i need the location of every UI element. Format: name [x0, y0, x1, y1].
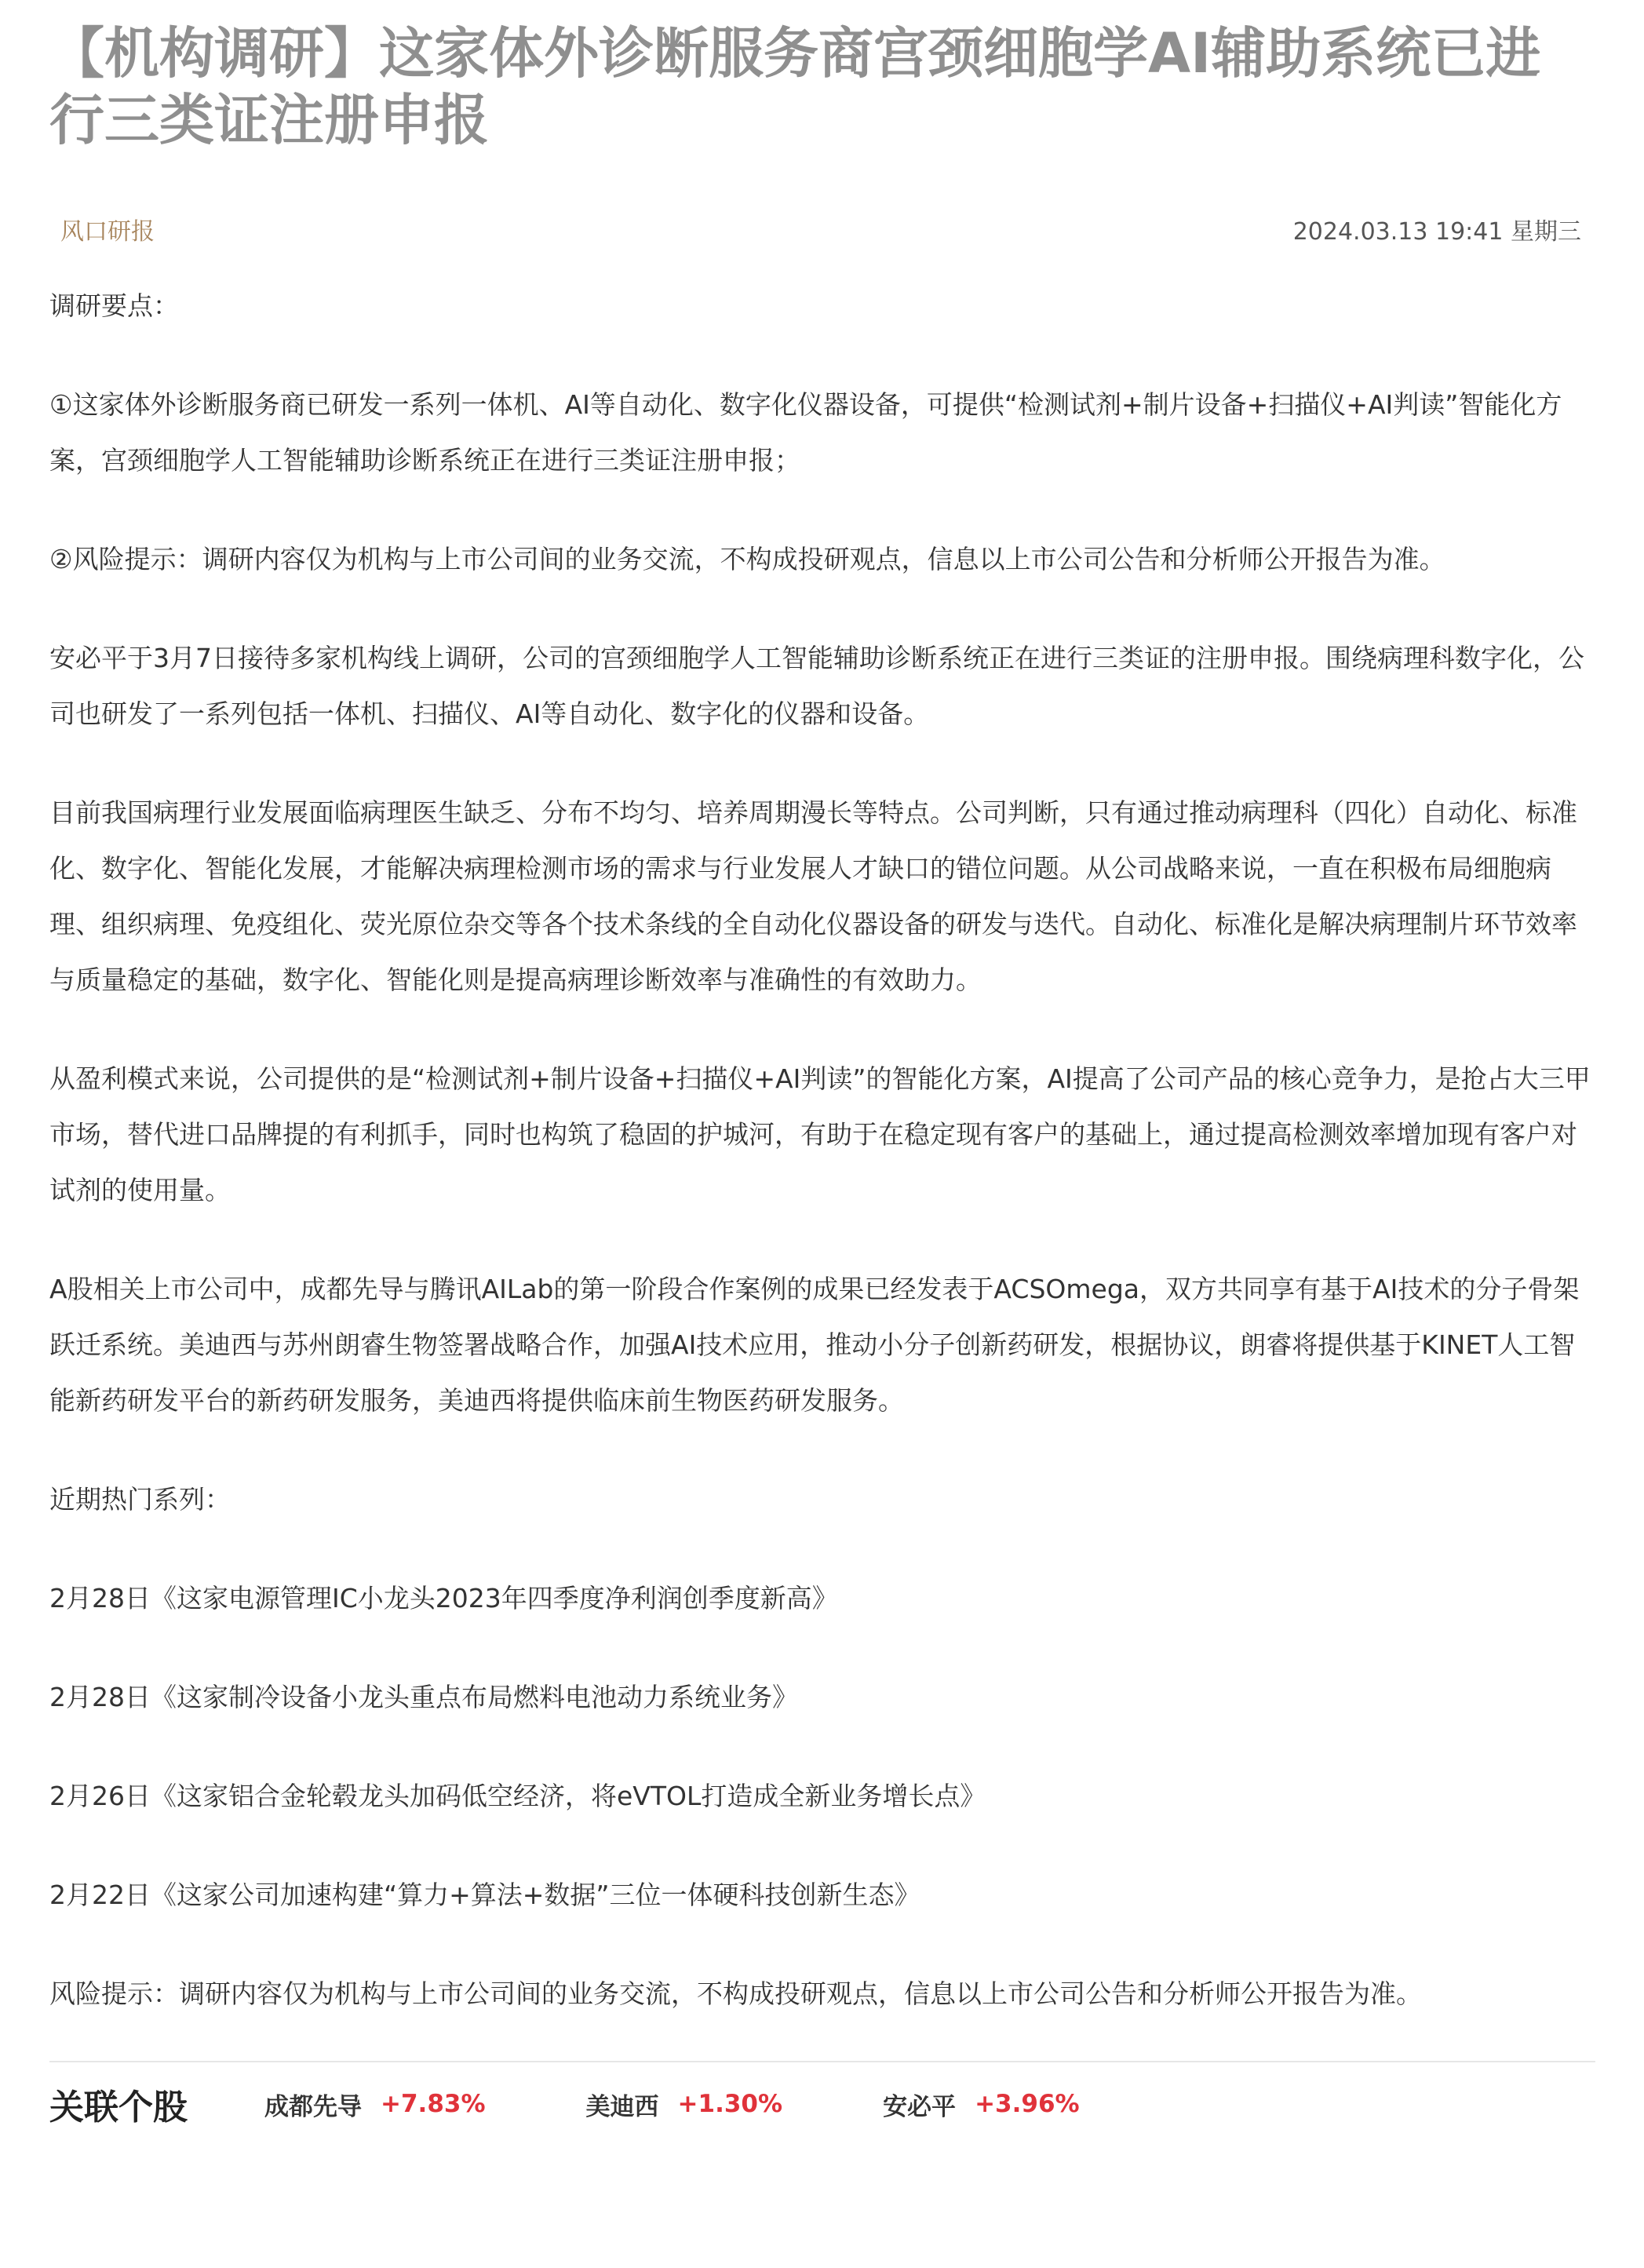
stock-item-chengdu-xiandao[interactable]	[264, 2087, 486, 2122]
related-stocks	[49, 2069, 1595, 2139]
section-divider	[49, 2061, 1595, 2062]
paragraph-body: 目前我国病理行业发展面临病理医生缺乏、分布不均匀、培养周期漫长等特点。公司判断，只有通过推动病理科（四化）自动化、标准化、数字化、智能化发展，才能解决病理检测市场的需求与行业发展人才缺口的错位问题。从公司战略来说，一直在积极布局细胞病理、组织病理、免疫组化、荧光原位杂交等各个技术条线的全自动化仪器设备的研发与迭代。自动化、标准化是解决病理制片环节效率与质量稳定的基础，数字化、智能化则是提高病理诊断效率与准确性的有效助力。	[49, 797, 1577, 995]
paragraph-body: 从盈利模式来说，公司提供的是“检测试剂+制片设备+扫描仪+AI判读”的智能化方案，AI提高了公司产品的核心竞争力，是抢占大三甲市场，替代进口品牌提的有利抓手，同时也构筑了稳固的护城河，有助于在稳定现有客户的基础上，通过提高检测效率增加现有客户对试剂的使用量。	[49, 1063, 1591, 1205]
hot-series-link[interactable]: 2月26日《这家铝合金轮毂龙头加码低空经济，将eVTOL打造成全新业务增长点》	[49, 1781, 986, 1811]
article-datetime: 2024.03.13 19:41 星期三	[1292, 218, 1581, 246]
stock-name: 美迪西	[585, 2092, 659, 2121]
article-source[interactable]: 风口研报	[60, 218, 155, 246]
hot-series-link[interactable]: 2月22日《这家公司加速构建“算力+算法+数据”三位一体硬科技创新生态》	[49, 1880, 920, 1910]
hot-series-link[interactable]: 2月28日《这家电源管理IC小龙头2023年四季度净利润创季度新高》	[49, 1583, 838, 1613]
stock-item-anbiping[interactable]	[883, 2087, 1080, 2122]
related-stocks-title: 关联个股	[49, 2088, 188, 2128]
risk-note: 风险提示：调研内容仅为机构与上市公司间的业务交流，不构成投研观点，信息以上市公司公告和分析师公开报告为准。	[49, 1978, 1422, 2009]
stock-name: 成都先导	[264, 2092, 362, 2121]
paragraph-key-points-label: 调研要点：	[49, 290, 179, 321]
hot-series-link[interactable]: 2月28日《这家制冷设备小龙头重点布局燃料电池动力系统业务》	[49, 1682, 798, 1712]
stock-change: +3.96%	[975, 2090, 1080, 2118]
paragraph-key-point-1: ①这家体外诊断服务商已研发一系列一体机、AI等自动化、数字化仪器设备，可提供“检测试剂+制片设备+扫描仪+AI判读”智能化方案，宫颈细胞学人工智能辅助诊断系统正在进行三类证注册申报；	[49, 389, 1562, 476]
article-body	[49, 278, 1595, 2022]
stock-change: +7.83%	[381, 2090, 486, 2118]
paragraph-body: A股相关上市公司中，成都先导与腾讯AILab的第一阶段合作案例的成果已经发表于ACSOmega，双方共同享有基于AI技术的分子骨架跃迁系统。美迪西与苏州朗睿生物签署战略合作，加强AI技术应用，推动小分子创新药研发，根据协议，朗睿将提供基于KINET人工智能新药研发平台的新药研发服务，美迪西将提供临床前生物医药研发服务。	[49, 1274, 1580, 1416]
stock-change: +1.30%	[677, 2090, 783, 2118]
article-title: 【机构调研】这家体外诊断服务商宫颈细胞学AI辅助系统已进行三类证注册申报	[49, 21, 1541, 152]
article-meta	[49, 213, 1595, 245]
hot-series-label: 近期热门系列：	[49, 1484, 231, 1515]
stock-item-meidixi[interactable]	[586, 2087, 783, 2122]
paragraph-key-point-2: ②风险提示：调研内容仅为机构与上市公司间的业务交流，不构成投研观点，信息以上市公司公告和分析师公开报告为准。	[49, 544, 1445, 574]
stock-name: 安必平	[883, 2092, 957, 2121]
paragraph-body: 安必平于3月7日接待多家机构线上调研，公司的宫颈细胞学人工智能辅助诊断系统正在进行三类证的注册申报。围绕病理科数字化，公司也研发了一系列包括一体机、扫描仪、AI等自动化、数字化的仪器和设备。	[49, 643, 1584, 729]
